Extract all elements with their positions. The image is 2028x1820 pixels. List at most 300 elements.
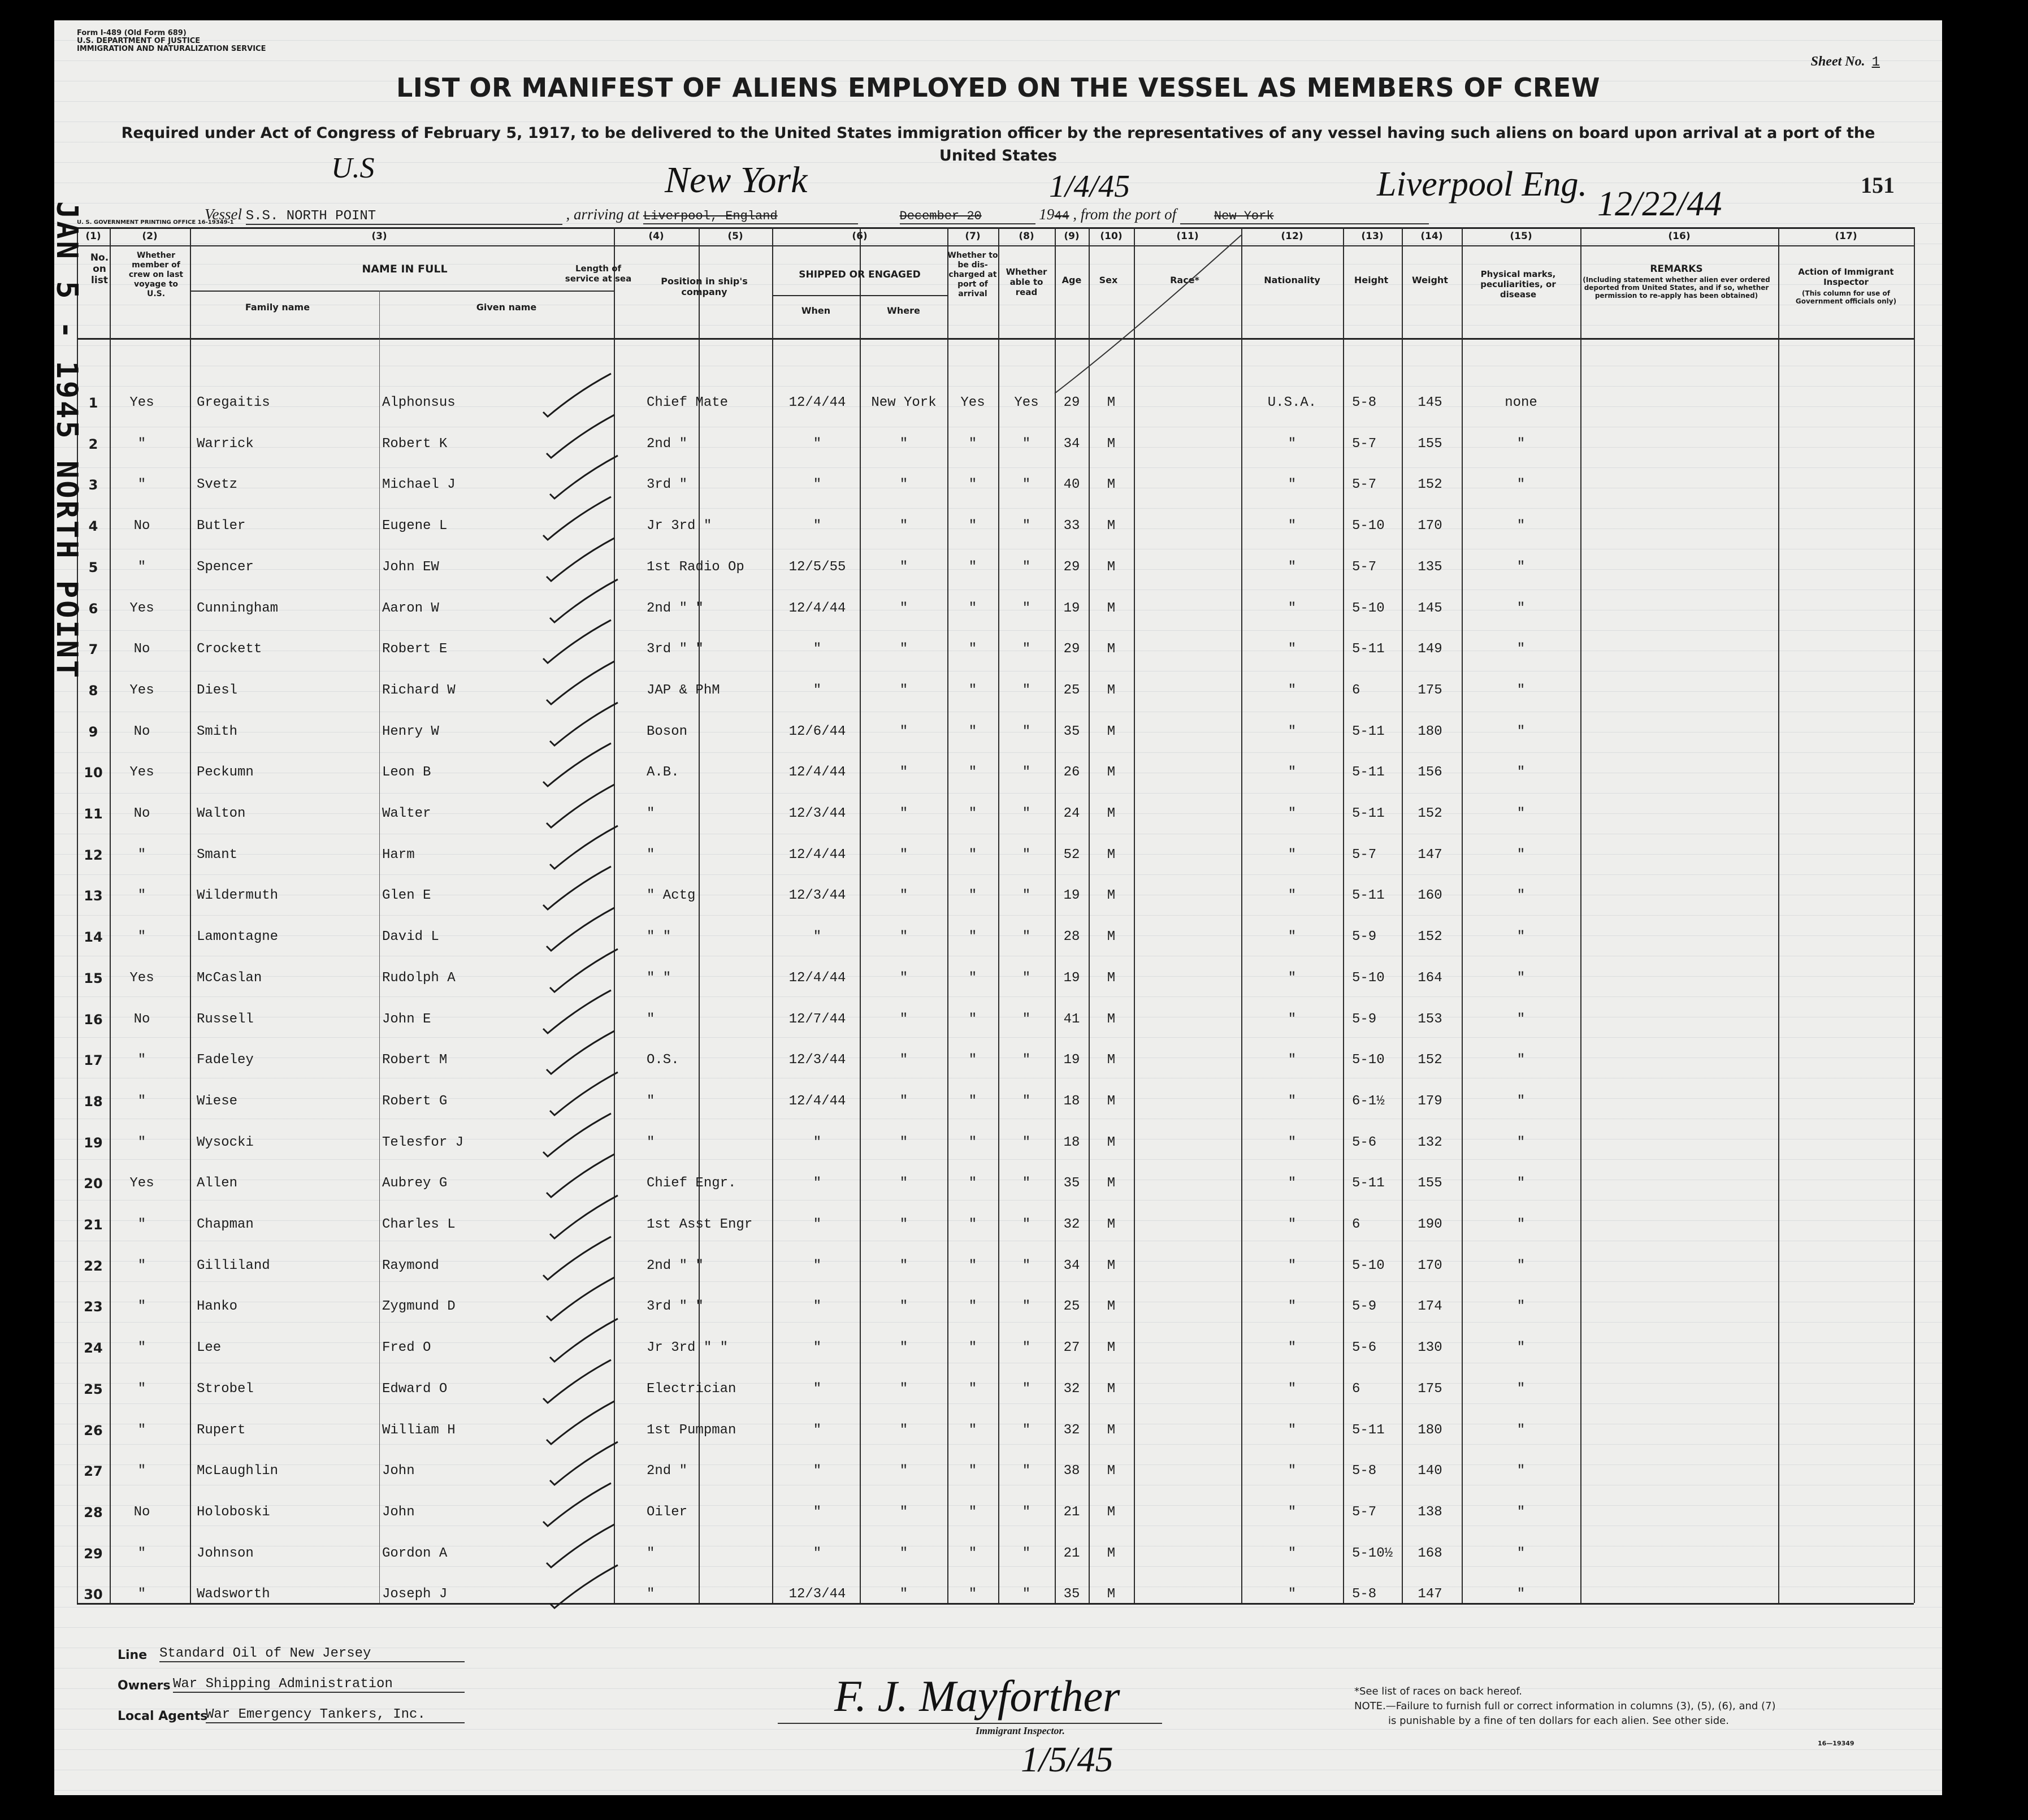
shipped-when-cell: 12/7/44	[788, 1012, 846, 1027]
position-cell: "	[647, 806, 655, 821]
family-name-cell: Holoboski	[197, 1505, 270, 1520]
sex-cell: M	[1107, 724, 1116, 739]
column-number: (1)	[85, 231, 101, 242]
height-cell: 5-10	[1352, 518, 1385, 534]
given-name-cell: Robert K	[382, 436, 448, 452]
nationality-cell: "	[1288, 1423, 1297, 1438]
discharged-cell: "	[968, 1176, 977, 1191]
member-us-cell: No	[133, 642, 150, 657]
able-to-read-cell: "	[1022, 1423, 1031, 1438]
position-cell: "	[647, 847, 655, 863]
agents-value: War Emergency Tankers, Inc.	[206, 1707, 465, 1723]
weight-cell: 145	[1418, 395, 1442, 410]
discharged-cell: "	[968, 1299, 977, 1314]
discharged-cell: "	[968, 518, 977, 534]
check-mark	[550, 1319, 618, 1362]
physical-marks-cell: "	[1516, 601, 1526, 616]
sex-cell: M	[1107, 1381, 1116, 1397]
age-cell: 18	[1063, 1135, 1080, 1150]
shipped-where-cell: "	[899, 1012, 908, 1027]
nationality-cell: "	[1288, 683, 1297, 698]
position-cell: Jr 3rd " "	[647, 1340, 729, 1355]
shipped-when-cell: "	[813, 1217, 822, 1232]
given-name-cell: John EW	[382, 560, 439, 575]
physical-marks-cell: "	[1516, 1423, 1526, 1438]
column-number: (3)	[371, 231, 387, 242]
shipped-when-cell: "	[813, 1423, 822, 1438]
check-mark	[550, 1565, 618, 1608]
able-to-read-cell: "	[1022, 1176, 1031, 1191]
discharged-cell: "	[968, 888, 977, 903]
shipped-where-cell: "	[899, 1176, 908, 1191]
row-number: 8	[88, 683, 98, 699]
handwritten-arrival-date: 1/4/45	[1049, 169, 1130, 204]
inspector-label: Immigrant Inspector.	[976, 1725, 1065, 1736]
arriving-label: , arriving at	[566, 206, 640, 223]
arriving-port-struck: Liverpool, England	[643, 209, 858, 224]
column-divider	[614, 227, 615, 1603]
weight-cell: 152	[1418, 1052, 1442, 1068]
physical-marks-cell: "	[1516, 888, 1526, 903]
able-to-read-cell: "	[1022, 806, 1031, 821]
able-to-read-cell: "	[1022, 1052, 1031, 1068]
able-to-read-cell: "	[1022, 1587, 1031, 1602]
row-number: 15	[84, 970, 103, 986]
shipped-where-cell: "	[899, 847, 908, 863]
given-name-cell: Raymond	[382, 1258, 439, 1273]
discharged-cell: "	[968, 477, 977, 492]
column-number: (5)	[727, 231, 743, 242]
age-cell: 29	[1063, 560, 1080, 575]
row-number: 6	[88, 601, 98, 617]
given-name-cell: Rudolph A	[382, 970, 456, 986]
check-mark	[543, 1483, 611, 1526]
check-mark	[547, 661, 614, 704]
shipped-where-cell: "	[899, 1505, 908, 1520]
physical-marks-cell: "	[1516, 1258, 1526, 1273]
family-name-cell: Crockett	[197, 642, 262, 657]
physical-marks-cell: "	[1516, 1217, 1526, 1232]
position-cell: "	[647, 1546, 655, 1561]
pencil-stroke	[1055, 235, 1241, 393]
height-cell: 5-11	[1352, 806, 1385, 821]
col-header-age: Age	[1061, 275, 1082, 285]
shipped-where-cell: "	[899, 1340, 908, 1355]
service-name: IMMIGRATION AND NATURALIZATION SERVICE	[77, 45, 266, 53]
position-cell: 2nd "	[647, 1463, 688, 1479]
column-divider	[190, 227, 191, 1603]
nationality-cell: "	[1288, 1094, 1297, 1109]
col-header-weight: Weight	[1412, 275, 1448, 285]
discharged-cell: "	[968, 560, 977, 575]
age-cell: 33	[1063, 518, 1080, 534]
shipped-where-cell: "	[899, 1094, 908, 1109]
able-to-read-cell: "	[1022, 1258, 1031, 1273]
given-name-cell: Zygmund D	[382, 1299, 456, 1314]
age-cell: 29	[1063, 642, 1080, 657]
sex-cell: M	[1107, 1135, 1116, 1150]
sex-cell: M	[1107, 1012, 1116, 1027]
height-cell: 5-8	[1352, 1463, 1377, 1479]
able-to-read-cell: "	[1022, 1012, 1031, 1027]
weight-cell: 170	[1418, 518, 1442, 534]
column-divider	[1134, 227, 1135, 1603]
shipped-where-cell: "	[899, 436, 908, 452]
able-to-read-cell: "	[1022, 847, 1031, 863]
able-to-read-cell: "	[1022, 1340, 1031, 1355]
nationality-cell: "	[1288, 1052, 1297, 1068]
member-us-cell: Yes	[129, 1176, 154, 1191]
nationality-cell: "	[1288, 560, 1297, 575]
discharged-cell: "	[968, 724, 977, 739]
weight-cell: 180	[1418, 1423, 1442, 1438]
nationality-cell: "	[1288, 436, 1297, 452]
discharged-cell: "	[968, 1258, 977, 1273]
able-to-read-cell: "	[1022, 888, 1031, 903]
given-name-cell: Telesfor J	[382, 1135, 464, 1150]
shipped-when-cell: "	[813, 477, 822, 492]
shipped-where-cell: "	[899, 1299, 908, 1314]
able-to-read-cell: "	[1022, 1094, 1031, 1109]
col-header-race: Race*	[1170, 275, 1199, 285]
sex-cell: M	[1107, 642, 1116, 657]
weight-cell: 152	[1418, 806, 1442, 821]
position-cell: 3rd " "	[647, 1299, 704, 1314]
weight-cell: 132	[1418, 1135, 1442, 1150]
check-mark	[550, 1072, 618, 1115]
sex-cell: M	[1107, 1546, 1116, 1561]
row-number: 5	[88, 560, 98, 575]
physical-marks-cell: "	[1516, 1546, 1526, 1561]
position-cell: 1st Radio Op	[647, 560, 744, 575]
form-code: 16—19349	[1818, 1740, 1854, 1747]
able-to-read-cell: "	[1022, 765, 1031, 780]
check-mark	[543, 990, 611, 1033]
nationality-cell: "	[1288, 806, 1297, 821]
position-cell: 2nd "	[647, 436, 688, 452]
agents-label: Local Agents	[118, 1709, 208, 1723]
column-number: (7)	[965, 231, 981, 242]
height-cell: 5-8	[1352, 1587, 1377, 1602]
discharged-cell: "	[968, 436, 977, 452]
row-number: 9	[88, 724, 98, 740]
col-header-physical: Physical marks, peculiarities, or disease	[1480, 269, 1556, 300]
physical-marks-cell: "	[1516, 847, 1526, 863]
col-header-family: Family name	[245, 302, 310, 313]
shipped-when-cell: "	[813, 1135, 822, 1150]
weight-cell: 168	[1418, 1546, 1442, 1561]
vessel-label: Vessel	[205, 206, 242, 223]
check-mark	[543, 1360, 611, 1403]
weight-cell: 153	[1418, 1012, 1442, 1027]
height-cell: 6	[1352, 683, 1360, 698]
position-cell: "	[647, 1587, 655, 1602]
row-number: 29	[84, 1546, 103, 1562]
member-us-cell: "	[137, 929, 146, 944]
physical-marks-cell: "	[1516, 1505, 1526, 1520]
member-us-cell: "	[137, 1423, 146, 1438]
age-cell: 19	[1063, 888, 1080, 903]
member-us-cell: "	[137, 1135, 146, 1150]
height-cell: 5-9	[1352, 929, 1377, 944]
column-number: (13)	[1361, 231, 1384, 242]
page-number: 151	[1861, 172, 1895, 198]
family-name-cell: Johnson	[197, 1546, 254, 1561]
col-header-when: When	[801, 305, 831, 316]
position-cell: "	[647, 1012, 655, 1027]
printing-office: U. S. GOVERNMENT PRINTING OFFICE 16-19349-1	[77, 219, 234, 226]
position-cell: Jr 3rd "	[647, 518, 712, 534]
age-cell: 19	[1063, 601, 1080, 616]
family-name-cell: Warrick	[197, 436, 254, 452]
weight-cell: 130	[1418, 1340, 1442, 1355]
col-header-remarks: REMARKS	[1650, 263, 1703, 275]
family-name-cell: Spencer	[197, 560, 254, 575]
row-number: 16	[84, 1012, 103, 1028]
weight-cell: 160	[1418, 888, 1442, 903]
age-cell: 32	[1063, 1423, 1080, 1438]
age-cell: 41	[1063, 1012, 1080, 1027]
discharged-cell: "	[968, 1505, 977, 1520]
able-to-read-cell: "	[1022, 518, 1031, 534]
given-name-cell: Robert E	[382, 642, 448, 657]
sex-cell: M	[1107, 477, 1116, 492]
weight-cell: 147	[1418, 1587, 1442, 1602]
family-name-cell: Wildermuth	[197, 888, 279, 903]
member-us-cell: "	[137, 1340, 146, 1355]
member-us-cell: Yes	[129, 970, 154, 986]
physical-marks-cell: "	[1516, 1176, 1526, 1191]
shipped-when-cell: "	[813, 929, 822, 944]
shipped-when-cell: "	[813, 1505, 822, 1520]
column-divider	[1914, 227, 1915, 1603]
able-to-read-cell: "	[1022, 1505, 1031, 1520]
col-header-read: Whether able to read	[1006, 267, 1047, 297]
given-name-cell: Charles L	[382, 1217, 456, 1232]
family-name-cell: Lee	[197, 1340, 222, 1355]
position-cell: " "	[647, 929, 671, 944]
sex-cell: M	[1107, 1094, 1116, 1109]
discharged-cell: "	[968, 970, 977, 986]
able-to-read-cell: "	[1022, 724, 1031, 739]
check-mark	[550, 456, 618, 499]
member-us-cell: "	[137, 1463, 146, 1479]
height-cell: 5-9	[1352, 1012, 1377, 1027]
discharged-cell: "	[968, 765, 977, 780]
sex-cell: M	[1107, 1176, 1116, 1191]
discharged-cell: "	[968, 929, 977, 944]
check-mark	[550, 1195, 618, 1238]
year-label: 19	[1039, 206, 1055, 223]
family-name-cell: Fadeley	[197, 1052, 254, 1068]
able-to-read-cell: "	[1022, 1381, 1031, 1397]
position-cell: 3rd " "	[647, 642, 704, 657]
able-to-read-cell: "	[1022, 477, 1031, 492]
age-cell: 34	[1063, 436, 1080, 452]
nationality-cell: "	[1288, 642, 1297, 657]
given-name-cell: Joseph J	[382, 1587, 448, 1602]
member-us-cell: "	[137, 1258, 146, 1273]
col-header-sex: Sex	[1099, 275, 1118, 285]
row-number: 14	[84, 929, 103, 945]
member-us-cell: "	[137, 477, 146, 492]
position-cell: Electrician	[647, 1381, 736, 1397]
height-cell: 5-9	[1352, 1299, 1377, 1314]
shipped-where-cell: "	[899, 1423, 908, 1438]
shipped-when-cell: "	[813, 1546, 822, 1561]
position-cell: "	[647, 1094, 655, 1109]
row-number: 3	[88, 477, 98, 493]
shipped-where-cell: "	[899, 477, 908, 492]
shipped-when-cell: 12/4/44	[788, 1094, 846, 1109]
nationality-cell: "	[1288, 847, 1297, 863]
row-number: 18	[84, 1094, 103, 1110]
discharged-cell: Yes	[960, 395, 985, 410]
sex-cell: M	[1107, 1217, 1116, 1232]
col-header-position: Position in ship's company	[661, 276, 748, 297]
height-cell: 5-7	[1352, 477, 1377, 492]
given-name-cell: Eugene L	[382, 518, 448, 534]
physical-marks-cell: "	[1516, 1012, 1526, 1027]
row-number: 10	[84, 765, 103, 781]
nationality-cell: "	[1288, 477, 1297, 492]
check-mark	[547, 785, 614, 827]
column-divider	[860, 295, 861, 1603]
given-name-cell: David L	[382, 929, 439, 944]
shipped-when-cell: "	[813, 1381, 822, 1397]
shipped-where-cell: "	[899, 683, 908, 698]
given-name-cell: Edward O	[382, 1381, 448, 1397]
col-header-height: Height	[1354, 275, 1389, 285]
able-to-read-cell: "	[1022, 642, 1031, 657]
check-mark	[550, 1442, 618, 1485]
member-us-cell: "	[137, 560, 146, 575]
height-cell: 5-11	[1352, 1423, 1385, 1438]
sex-cell: M	[1107, 1340, 1116, 1355]
shipped-when-cell: 12/4/44	[788, 395, 846, 410]
weight-cell: 174	[1418, 1299, 1442, 1314]
family-name-cell: Rupert	[197, 1423, 246, 1438]
nationality-cell: "	[1288, 1505, 1297, 1520]
inspector-signature: F. J. Mayforther	[834, 1671, 1120, 1721]
age-cell: 52	[1063, 847, 1080, 863]
weight-cell: 135	[1418, 560, 1442, 575]
height-cell: 5-11	[1352, 888, 1385, 903]
shipped-when-cell: "	[813, 436, 822, 452]
form-number: Form I-489 (Old Form 689)	[77, 29, 187, 37]
able-to-read-cell: "	[1022, 1135, 1031, 1150]
member-us-cell: "	[137, 1094, 146, 1109]
department-name: U.S. DEPARTMENT OF JUSTICE	[77, 37, 201, 45]
weight-cell: 147	[1418, 847, 1442, 863]
physical-marks-cell: "	[1516, 1463, 1526, 1479]
owners-value: War Shipping Administration	[173, 1676, 465, 1693]
given-name-cell: Robert G	[382, 1094, 448, 1109]
column-number: (15)	[1510, 231, 1532, 242]
shipped-when-cell: 12/4/44	[788, 765, 846, 780]
weight-cell: 164	[1418, 970, 1442, 986]
physical-marks-cell: "	[1516, 1340, 1526, 1355]
sex-cell: M	[1107, 1258, 1116, 1273]
row-number: 2	[88, 436, 98, 452]
age-cell: 29	[1063, 395, 1080, 410]
able-to-read-cell: Yes	[1014, 395, 1039, 410]
row-number: 17	[84, 1052, 103, 1068]
check-mark	[543, 1237, 611, 1280]
sex-cell: M	[1107, 765, 1116, 780]
member-us-cell: Yes	[129, 395, 154, 410]
page-subtitle: Required under Act of Congress of February 5, 1917, to be delivered to the United States immigration officer by the representatives of any vessel having such aliens on board upon arrival at a port of the United States	[121, 124, 1875, 164]
age-cell: 38	[1063, 1463, 1080, 1479]
column-number: (6)	[852, 231, 868, 242]
discharged-cell: "	[968, 1463, 977, 1479]
given-name-cell: Robert M	[382, 1052, 448, 1068]
handwritten-us: U.S	[331, 152, 375, 184]
position-cell: " "	[647, 970, 671, 986]
nationality-cell: "	[1288, 1381, 1297, 1397]
penalty-note-1: NOTE.—Failure to furnish full or correct information in columns (3), (5), (6), and (7)	[1354, 1700, 1776, 1712]
physical-marks-cell: "	[1516, 1299, 1526, 1314]
nationality-cell: "	[1288, 1258, 1297, 1273]
weight-cell: 138	[1418, 1505, 1442, 1520]
sex-cell: M	[1107, 888, 1116, 903]
position-cell: O.S.	[647, 1052, 679, 1068]
family-name-cell: Lamontagne	[197, 929, 279, 944]
height-cell: 6-1½	[1352, 1094, 1385, 1109]
member-us-cell: No	[133, 1012, 150, 1027]
age-cell: 28	[1063, 929, 1080, 944]
column-number: (11)	[1176, 231, 1199, 242]
position-cell: Boson	[647, 724, 688, 739]
nationality-cell: "	[1288, 1176, 1297, 1191]
check-mark	[547, 538, 614, 581]
weight-cell: 175	[1418, 683, 1442, 698]
discharged-cell: "	[968, 1423, 977, 1438]
shipped-where-cell: "	[899, 765, 908, 780]
able-to-read-cell: "	[1022, 601, 1031, 616]
weight-cell: 156	[1418, 765, 1442, 780]
member-us-cell: No	[133, 518, 150, 534]
physical-marks-cell: "	[1516, 1094, 1526, 1109]
given-name-cell: Henry W	[382, 724, 439, 739]
row-number: 22	[84, 1258, 103, 1274]
year-struck: 44	[1054, 209, 1069, 223]
physical-marks-cell: "	[1516, 1381, 1526, 1397]
physical-marks-cell: "	[1516, 477, 1526, 492]
sheet-number-label: Sheet No.	[1810, 54, 1865, 69]
shipped-when-cell: 12/3/44	[788, 806, 846, 821]
col-header-no: No. on list	[90, 252, 109, 286]
col-header-shipped: SHIPPED OR ENGAGED	[799, 269, 921, 280]
nationality-cell: "	[1288, 929, 1297, 944]
row-number: 24	[84, 1340, 103, 1356]
from-port-label: , from the port of	[1073, 206, 1177, 223]
height-cell: 6	[1352, 1381, 1360, 1397]
shipped-when-cell: 12/4/44	[788, 601, 846, 616]
given-name-cell: John	[382, 1505, 415, 1520]
sex-cell: M	[1107, 1587, 1116, 1602]
sex-cell: M	[1107, 1463, 1116, 1479]
age-cell: 25	[1063, 683, 1080, 698]
check-mark	[550, 949, 618, 992]
family-name-cell: Walton	[197, 806, 246, 821]
position-cell: 1st Asst Engr	[647, 1217, 753, 1232]
check-mark	[547, 1277, 614, 1320]
shipped-when-cell: 12/4/44	[788, 847, 846, 863]
col-header-action: Action of Immigrant Inspector	[1798, 267, 1894, 287]
handwritten-from-port: Liverpool Eng.	[1377, 165, 1587, 203]
shipped-where-cell: "	[899, 518, 908, 534]
